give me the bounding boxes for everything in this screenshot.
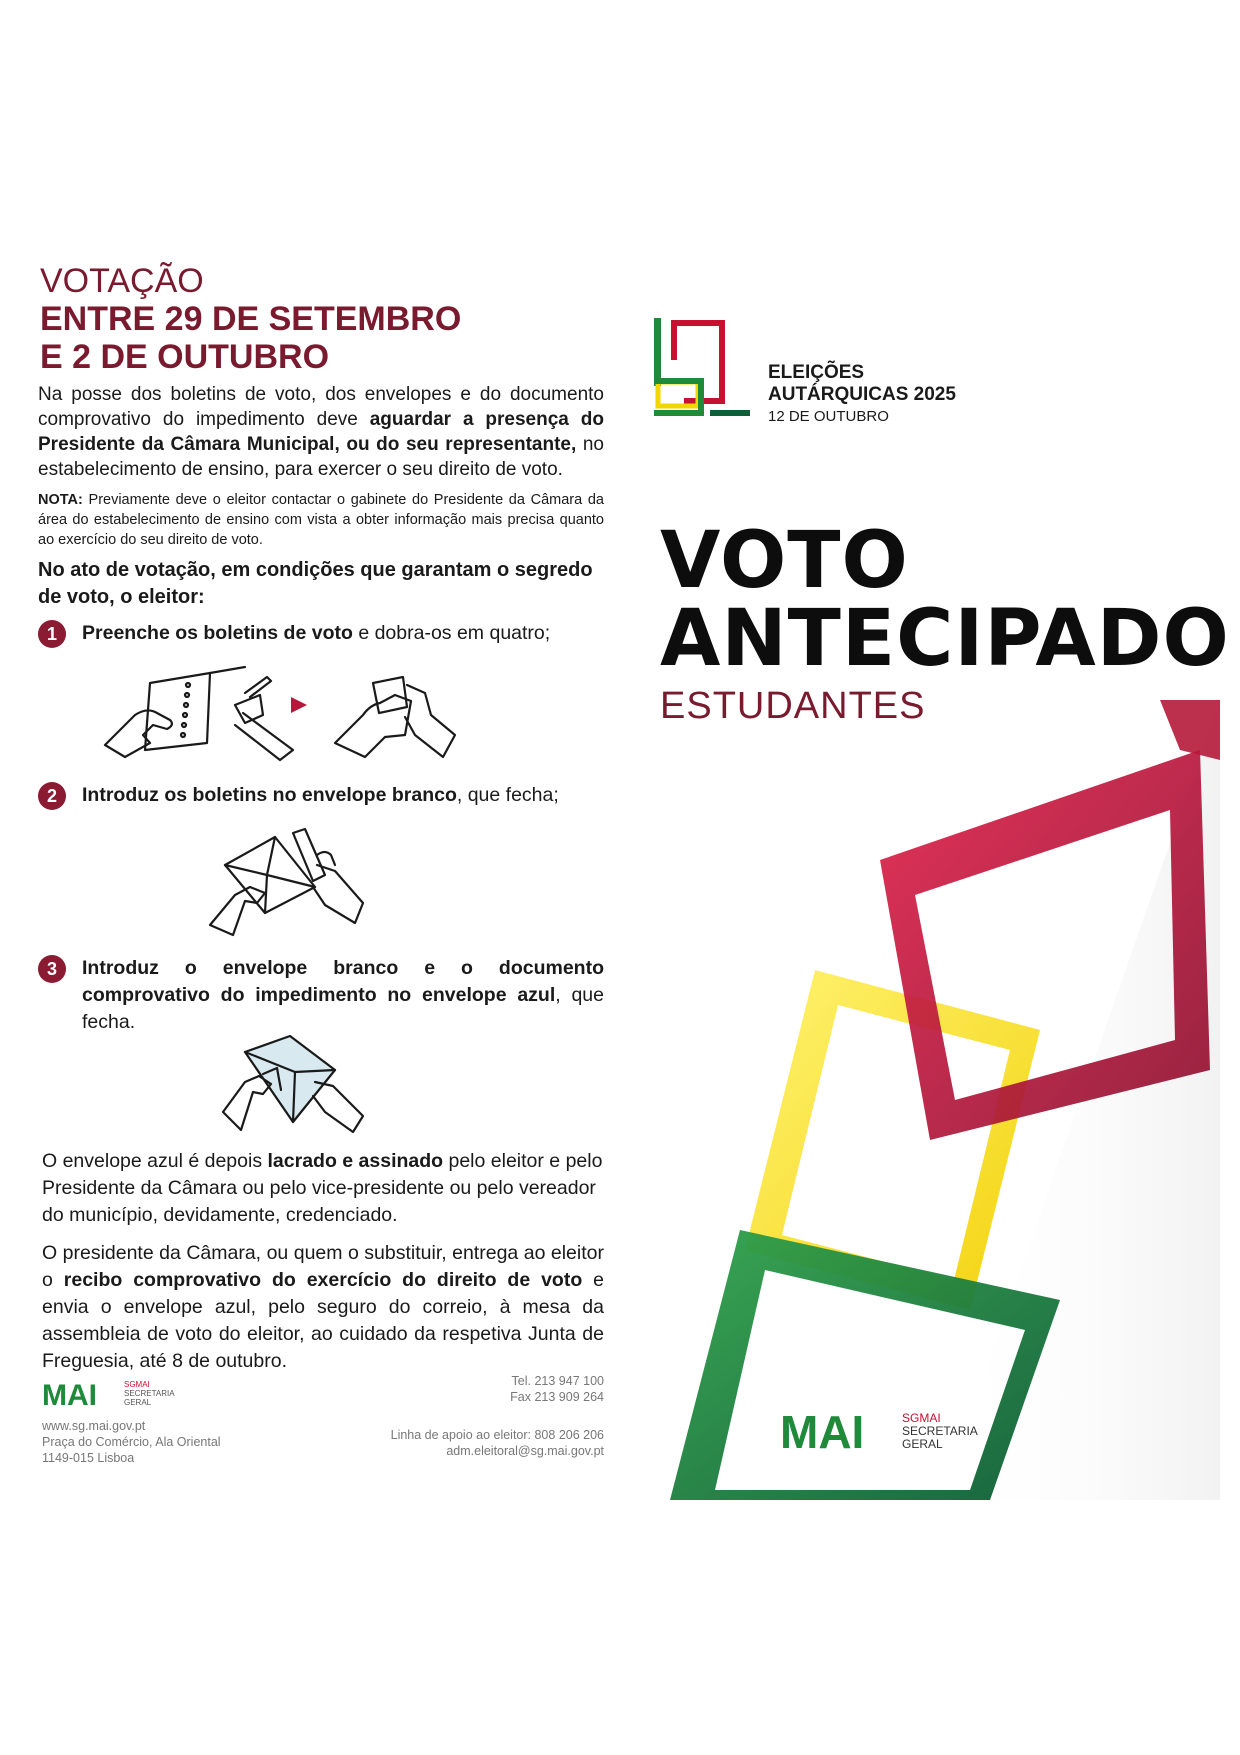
step-1-bold: Preenche os boletins de voto [82, 622, 353, 644]
step-2-rest: , que fecha; [456, 784, 559, 806]
election-date: 12 DE OUTUBRO [768, 408, 889, 425]
election-line-2: AUTÁRQUICAS 2025 [768, 384, 956, 405]
note-text: Previamente deve o eleitor contactar o gabinete do Presidente da Câmara da área do estabelecimento de ensino com vista a obter informação mais precisa quanto ao exercício do seu direito de voto. [38, 492, 604, 548]
arrow-right-icon [291, 697, 307, 713]
title-line-1: VOTO [660, 516, 909, 606]
p-presidente-text-end: e envia o envelope azul, pelo seguro do correio, à mesa da assembleia de voto do eleitor, ao cuidado da respetiva Junta de Freguesia, até 8 de outubro. [42, 1269, 604, 1372]
mai-logo-letters: MAI [42, 1379, 97, 1411]
step-number-badge: 2 [38, 782, 66, 810]
insert-envelope-blue-illustration [215, 1030, 375, 1135]
election-logo [654, 318, 754, 428]
step-1-rest: e dobra-os em quatro; [352, 622, 551, 644]
note-label: NOTA: [38, 492, 83, 508]
footer-address [42, 1418, 221, 1466]
voting-period-heading [40, 262, 600, 376]
note-paragraph [38, 490, 604, 550]
mai-logo-line2: SECRETARIA [124, 1389, 175, 1398]
voting-lead-text: No ato de votação, em condições que garantam o segredo de voto, o eleitor: [38, 559, 593, 608]
mai-logo-line3: GERAL [124, 1398, 152, 1407]
address-line-1: Praça do Comércio, Ala Oriental [42, 1435, 221, 1449]
insert-ballot-envelope-illustration [205, 825, 375, 945]
mai-logo-large-letters: MAI [780, 1408, 865, 1458]
step-2 [38, 782, 604, 809]
step-3 [38, 955, 604, 1036]
step-number-badge: 3 [38, 955, 66, 983]
document-title [660, 516, 1230, 684]
helpline: Linha de apoio ao eleitor: 808 206 206 [390, 1428, 604, 1442]
step-number-badge: 1 [38, 620, 66, 648]
heading-line-3: E 2 DE OUTUBRO [40, 338, 330, 376]
p-lacrado-text: O envelope azul é depois [42, 1150, 268, 1172]
step-3-bold: Introduz o envelope branco e o documento comprovativo do impedimento no envelope azul [82, 957, 604, 1006]
decorative-ballot-frames [640, 700, 1220, 1500]
mai-logo-large-line3: GERAL [902, 1437, 943, 1451]
telephone: Tel. 213 947 100 [511, 1374, 604, 1388]
intro-text: Na posse dos boletins de voto, dos envelopes e do documento comprovativo do impedimento deve [38, 384, 604, 430]
election-line-1: ELEIÇÕES [768, 362, 865, 383]
email-link[interactable]: adm.eleitoral@sg.mai.gov.pt [446, 1444, 604, 1458]
step-1 [38, 620, 604, 647]
intro-bold: aguardar a presença do Presidente da Câmara Municipal, ou do seu representante, [38, 409, 604, 455]
fax: Fax 213 909 264 [510, 1390, 604, 1404]
address-line-2: 1149-015 Lisboa [42, 1451, 135, 1465]
document-subtitle: ESTUDANTES [660, 685, 926, 727]
intro-paragraph [38, 382, 604, 482]
p-lacrado-bold: lacrado e assinado [267, 1150, 444, 1172]
intro-text-end: no estabelecimento de ensino, para exercer o seu direito de voto. [38, 434, 604, 480]
mai-logo-large-line2: SECRETARIA [902, 1424, 978, 1438]
p-lacrado-text-end: pelo eleitor e pelo Presidente da Câmara ou pelo vice-presidente ou pelo vereador do município, devidamente, credenciado. [42, 1150, 603, 1226]
mai-logo-line1: SGMAI [124, 1380, 150, 1389]
mai-logo-small [42, 1377, 192, 1411]
step-3-rest: , que fecha. [82, 984, 604, 1033]
website-link[interactable]: www.sg.mai.gov.pt [42, 1419, 146, 1433]
sealed-envelope-paragraph [42, 1148, 604, 1229]
mai-logo-large-line1: SGMAI [902, 1411, 941, 1425]
title-line-2: ANTECIPADO [660, 594, 1230, 684]
p-presidente-text: O presidente da Câmara, ou quem o substituir, entrega ao eleitor o [42, 1242, 604, 1291]
p-presidente-bold: recibo comprovativo do exercício do direito de voto [63, 1269, 583, 1291]
heading-line-2: ENTRE 29 DE SETEMBRO [40, 300, 462, 338]
footer-contacts [340, 1373, 604, 1459]
receipt-paragraph [42, 1240, 604, 1375]
heading-line-1: VOTAÇÃO [40, 262, 204, 300]
step-2-bold: Introduz os boletins no envelope branco [82, 784, 457, 806]
election-info [768, 362, 956, 428]
fill-and-fold-ballot-illustration [95, 665, 475, 765]
mai-logo-large [780, 1408, 990, 1458]
